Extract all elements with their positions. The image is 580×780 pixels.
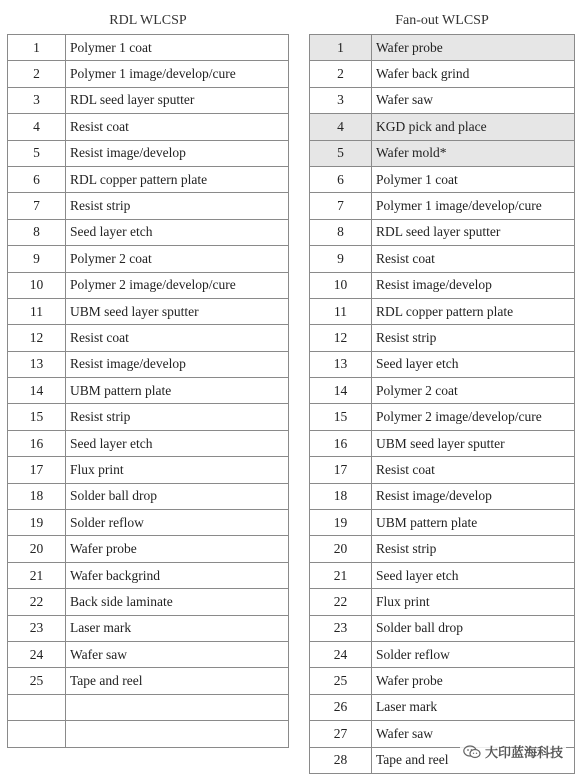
step-name: Resist coat [66, 114, 289, 140]
step-name: Resist image/develop [66, 351, 289, 377]
step-name: Wafer backgrind [66, 562, 289, 588]
table-row [8, 536, 289, 562]
step-number: 20 [310, 536, 372, 562]
step-number: 7 [310, 193, 372, 219]
step-number: 10 [310, 272, 372, 298]
table-row [8, 114, 289, 140]
step-name: RDL seed layer sputter [372, 219, 575, 245]
table-row [8, 589, 289, 615]
step-name: Resist coat [66, 325, 289, 351]
table-row [8, 219, 289, 245]
empty-row [8, 721, 289, 747]
step-number: 14 [8, 378, 66, 404]
step-number: 16 [310, 430, 372, 456]
step-number: 15 [310, 404, 372, 430]
step-name: Polymer 1 coat [66, 35, 289, 61]
table-row [8, 404, 289, 430]
table-row [310, 668, 575, 694]
table-row [310, 325, 575, 351]
step-name: UBM seed layer sputter [66, 298, 289, 324]
step-name: Flux print [372, 589, 575, 615]
table-row [310, 589, 575, 615]
step-name: Wafer probe [372, 668, 575, 694]
step-name: Resist strip [372, 325, 575, 351]
table-row [310, 246, 575, 272]
fanout-wlcsp-table-section [309, 8, 575, 774]
step-number: 11 [8, 298, 66, 324]
table-row [8, 87, 289, 113]
table-row [8, 615, 289, 641]
step-number: 25 [310, 668, 372, 694]
table-row [8, 510, 289, 536]
table-row [8, 325, 289, 351]
step-name: Resist image/develop [372, 272, 575, 298]
table-row [310, 694, 575, 720]
table-row [8, 641, 289, 667]
fanout-wlcsp-table [309, 34, 575, 774]
step-name: Flux print [66, 457, 289, 483]
table-row [310, 510, 575, 536]
step-name: Resist strip [372, 536, 575, 562]
table-row [310, 378, 575, 404]
step-number: 2 [8, 61, 66, 87]
step-name: KGD pick and place [372, 114, 575, 140]
table-row [8, 562, 289, 588]
step-number: 12 [8, 325, 66, 351]
table-row [310, 298, 575, 324]
step-name: Resist strip [66, 193, 289, 219]
step-number: 21 [8, 562, 66, 588]
step-name: Seed layer etch [66, 219, 289, 245]
table-row [310, 641, 575, 667]
step-number: 19 [8, 510, 66, 536]
step-number: 2 [310, 61, 372, 87]
step-number: 9 [310, 246, 372, 272]
table-row [310, 483, 575, 509]
table-row [8, 35, 289, 61]
table-row [8, 61, 289, 87]
table-row [8, 166, 289, 192]
step-name: Wafer mold* [372, 140, 575, 166]
table-row [310, 562, 575, 588]
step-name: Polymer 2 image/develop/cure [66, 272, 289, 298]
step-name: Wafer saw [66, 641, 289, 667]
step-name: Back side laminate [66, 589, 289, 615]
table-row [310, 140, 575, 166]
table-row [310, 219, 575, 245]
step-number: 3 [310, 87, 372, 113]
rdl-wlcsp-table-section [7, 8, 289, 748]
table-row [8, 483, 289, 509]
step-name: Polymer 1 image/develop/cure [66, 61, 289, 87]
step-number: 28 [310, 747, 372, 773]
table-row [310, 536, 575, 562]
table-row [310, 193, 575, 219]
empty-cell [66, 694, 289, 720]
step-name: Polymer 2 image/develop/cure [372, 404, 575, 430]
table-row [310, 457, 575, 483]
table-row [8, 193, 289, 219]
watermark-text: 大印蓝海科技 [484, 746, 563, 761]
step-name: Solder reflow [66, 510, 289, 536]
step-number: 22 [310, 589, 372, 615]
step-number: 24 [8, 641, 66, 667]
step-number: 8 [8, 219, 66, 245]
step-number: 3 [8, 87, 66, 113]
table-row [310, 615, 575, 641]
empty-cell [66, 721, 289, 747]
step-name: Solder ball drop [66, 483, 289, 509]
step-name: Wafer saw [372, 721, 575, 747]
step-number: 7 [8, 193, 66, 219]
step-number: 23 [310, 615, 372, 641]
empty-row [8, 694, 289, 720]
step-name: Wafer back grind [372, 61, 575, 87]
step-name: Resist image/develop [372, 483, 575, 509]
step-name: Polymer 1 coat [372, 166, 575, 192]
step-number: 13 [8, 351, 66, 377]
step-name: UBM pattern plate [372, 510, 575, 536]
step-name: Tape and reel [66, 668, 289, 694]
rdl-wlcsp-table [7, 34, 289, 748]
step-number: 26 [310, 694, 372, 720]
step-number: 24 [310, 641, 372, 667]
table-row [310, 87, 575, 113]
table-row [8, 272, 289, 298]
table-row [310, 61, 575, 87]
step-name: Resist image/develop [66, 140, 289, 166]
step-number: 25 [8, 668, 66, 694]
step-number: 14 [310, 378, 372, 404]
table-row [310, 351, 575, 377]
step-number: 16 [8, 430, 66, 456]
step-number: 19 [310, 510, 372, 536]
step-number: 18 [8, 483, 66, 509]
step-number: 20 [8, 536, 66, 562]
step-number: 21 [310, 562, 372, 588]
step-number: 18 [310, 483, 372, 509]
step-number: 1 [310, 35, 372, 61]
rdl-wlcsp-title: RDL WLCSP [109, 13, 187, 28]
step-number: 17 [310, 457, 372, 483]
wechat-icon [463, 745, 481, 759]
step-number: 9 [8, 246, 66, 272]
step-number: 6 [8, 166, 66, 192]
table-row [310, 272, 575, 298]
step-name: Wafer saw [372, 87, 575, 113]
step-name: Resist coat [372, 246, 575, 272]
step-number: 22 [8, 589, 66, 615]
step-name: Solder ball drop [372, 615, 575, 641]
step-number: 1 [8, 35, 66, 61]
table-row [8, 668, 289, 694]
table-row [310, 114, 575, 140]
step-name: RDL copper pattern plate [372, 298, 575, 324]
step-number: 11 [310, 298, 372, 324]
step-name: Wafer probe [66, 536, 289, 562]
table-row [8, 140, 289, 166]
step-number: 10 [8, 272, 66, 298]
watermark [460, 741, 566, 762]
table-row [8, 351, 289, 377]
step-name: Seed layer etch [66, 430, 289, 456]
empty-cell [8, 721, 66, 747]
step-number: 5 [310, 140, 372, 166]
step-name: Seed layer etch [372, 351, 575, 377]
table-row [8, 298, 289, 324]
step-name: Tape and reel [372, 747, 575, 773]
table-row [310, 404, 575, 430]
step-name: Wafer probe [372, 35, 575, 61]
step-number: 15 [8, 404, 66, 430]
step-name: Polymer 1 image/develop/cure [372, 193, 575, 219]
step-number: 12 [310, 325, 372, 351]
table-row [8, 246, 289, 272]
step-number: 23 [8, 615, 66, 641]
step-number: 27 [310, 721, 372, 747]
step-number: 5 [8, 140, 66, 166]
step-name: UBM pattern plate [66, 378, 289, 404]
table-row [310, 166, 575, 192]
empty-cell [8, 694, 66, 720]
table-row [8, 430, 289, 456]
step-name: Laser mark [66, 615, 289, 641]
step-name: Solder reflow [372, 641, 575, 667]
table-row [310, 35, 575, 61]
step-name: Laser mark [372, 694, 575, 720]
step-name: Polymer 2 coat [372, 378, 575, 404]
step-name: Polymer 2 coat [66, 246, 289, 272]
step-name: RDL seed layer sputter [66, 87, 289, 113]
step-number: 8 [310, 219, 372, 245]
fanout-wlcsp-title: Fan-out WLCSP [395, 13, 489, 28]
step-name: RDL copper pattern plate [66, 166, 289, 192]
step-name: Resist strip [66, 404, 289, 430]
step-number: 6 [310, 166, 372, 192]
step-number: 4 [8, 114, 66, 140]
step-name: Resist coat [372, 457, 575, 483]
step-name: UBM seed layer sputter [372, 430, 575, 456]
step-name: Seed layer etch [372, 562, 575, 588]
step-number: 4 [310, 114, 372, 140]
table-row [8, 378, 289, 404]
table-row [8, 457, 289, 483]
table-row [310, 430, 575, 456]
step-number: 13 [310, 351, 372, 377]
step-number: 17 [8, 457, 66, 483]
